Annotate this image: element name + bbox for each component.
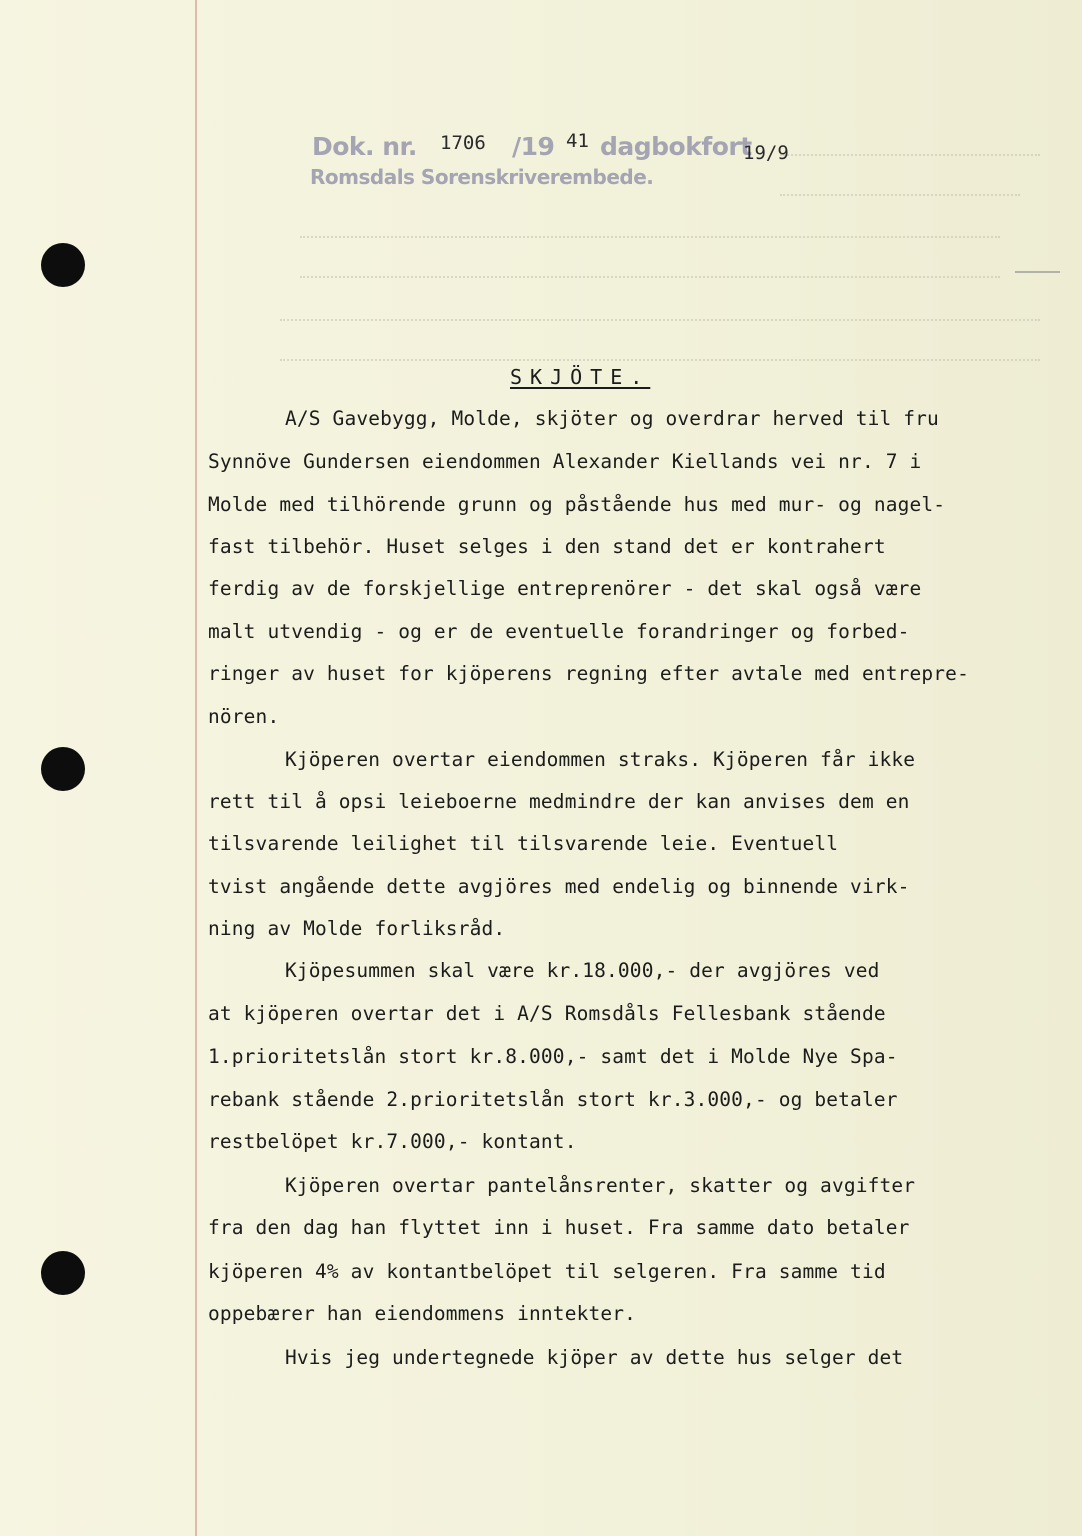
text-line: kjöperen 4% av kontantbelöpet til selgeren. Fra samme tid	[208, 1260, 886, 1283]
text-line: ning av Molde forliksråd.	[208, 917, 506, 940]
text-line: malt utvendig - og er de eventuelle forandringer og forbed-	[208, 620, 910, 643]
bleed-through	[300, 222, 1000, 238]
stamp-dok-label: Dok. nr.	[312, 132, 417, 161]
bleed-through	[300, 262, 1000, 278]
text-line: fra den dag han flyttet inn i huset. Fra samme dato betaler	[208, 1216, 910, 1239]
bleed-through	[780, 180, 1020, 196]
text-line: ringer av huset for kjöperens regning efter avtale med entrepre-	[208, 662, 969, 685]
punch-hole-top	[41, 243, 85, 287]
text-line: rebank stående 2.prioritetslån stort kr.3.000,- og betaler	[208, 1088, 898, 1111]
text-line: A/S Gavebygg, Molde, skjöter og overdrar herved til fru	[285, 407, 939, 430]
margin-dash	[1015, 271, 1060, 273]
text-line: oppebærer han eiendommens inntekter.	[208, 1302, 637, 1325]
text-line: Kjöperen overtar pantelånsrenter, skatter og avgifter	[285, 1174, 916, 1197]
text-line: restbelöpet kr.7.000,- kontant.	[208, 1130, 577, 1153]
text-line: fast tilbehör. Huset selges i den stand det er kontrahert	[208, 535, 886, 558]
text-line: 1.prioritetslån stort kr.8.000,- samt det i Molde Nye Spa-	[208, 1045, 898, 1068]
text-line: nören.	[208, 705, 280, 728]
punch-hole-middle	[41, 747, 85, 791]
text-line: Kjöpesummen skal være kr.18.000,- der avgjöres ved	[285, 959, 880, 982]
stamp-year-suffix: 41	[566, 130, 589, 152]
margin-line	[195, 0, 197, 1536]
bleed-through	[280, 345, 1040, 361]
text-line: at kjöperen overtar det i A/S Romsdåls Fellesbank stående	[208, 1002, 886, 1025]
text-line: Synnöve Gundersen eiendommen Alexander Kiellands vei nr. 7 i	[208, 450, 922, 473]
stamp-year-prefix: /19	[512, 132, 555, 161]
stamp-office: Romsdals Sorenskriverembede.	[310, 165, 654, 189]
text-line: ferdig av de forskjellige entreprenörer - det skal også være	[208, 577, 922, 600]
text-line: rett til å opsi leieboerne medmindre der kan anvises dem en	[208, 790, 910, 813]
bleed-through	[280, 305, 1040, 321]
text-line: Kjöperen overtar eiendommen straks. Kjöperen får ikke	[285, 748, 916, 771]
document-title: SKJÖTE.	[510, 365, 651, 389]
text-line: tvist angående dette avgjöres med endelig og binnende virk-	[208, 875, 910, 898]
stamp-doc-number: 1706	[440, 132, 486, 154]
bleed-through	[780, 140, 1040, 156]
text-line: Hvis jeg undertegnede kjöper av dette hus selger det	[285, 1346, 904, 1369]
stamp-dagbokfort-label: dagbokfort	[600, 132, 752, 161]
text-line: Molde med tilhörende grunn og påstående hus med mur- og nagel-	[208, 493, 946, 516]
stamp-date: 19/9	[743, 142, 789, 164]
text-line: tilsvarende leilighet til tilsvarende leie. Eventuell	[208, 832, 839, 855]
punch-hole-bottom	[41, 1251, 85, 1295]
